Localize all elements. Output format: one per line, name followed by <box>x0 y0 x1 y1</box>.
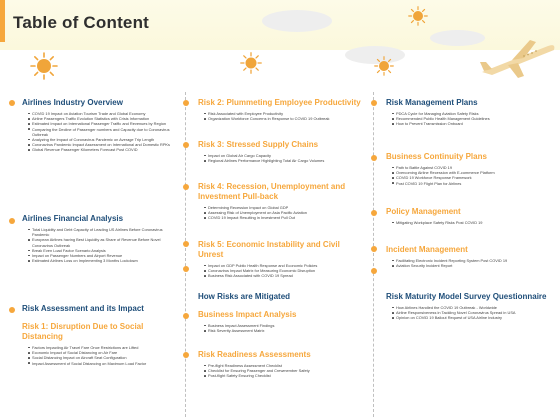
sun-icon <box>408 6 428 26</box>
sun-icon <box>30 52 58 80</box>
list-item[interactable]: Regional Airlines Performance Highlighting Total Air Cargo Volumes <box>204 158 366 163</box>
section-item-list <box>198 323 366 333</box>
toc-section-risk-4 <box>186 182 372 221</box>
section-title: Risk 3: Stressed Supply Chains <box>198 140 319 149</box>
airplane-icon <box>478 38 558 80</box>
toc-section-policy-management <box>374 207 560 225</box>
list-item[interactable]: PDCA Cycle for Managing Aviation Safety Risks <box>392 111 554 116</box>
section-item-list <box>22 227 180 263</box>
cloud-icon <box>430 30 485 46</box>
section-item-list <box>22 111 180 153</box>
list-item[interactable]: Risk Severity Assessment Matrix <box>204 328 366 333</box>
list-item[interactable]: Assessing Risk of Unemployment on Asia Pacific Aviation <box>204 210 366 215</box>
list-item[interactable]: Impact on Passenger Numbers and Airport Revenue <box>28 253 180 258</box>
list-item[interactable]: Economic Impact of Social Distancing on Air Fare <box>28 350 180 355</box>
list-item[interactable]: Organization Workforce Concerns in Response to COVID 19 Outbreak <box>204 116 366 121</box>
section-item-list <box>198 153 366 163</box>
page-title: Table of Content <box>13 13 150 32</box>
toc-section-how-risks-are-mitigated <box>186 292 372 305</box>
list-item[interactable]: Factors Impacting Air Travel Fare Once Restrictions are Lifted <box>28 345 180 350</box>
section-title: Risk 4: Recession, Unemployment and Investment Pull-back <box>198 182 346 201</box>
sun-icon <box>374 56 394 76</box>
toc-section-airlines-industry-overview <box>0 98 184 153</box>
section-title: Risk Management Plans <box>386 98 478 107</box>
list-item[interactable]: Pre-flight Readiness Assessment Checklist <box>204 363 366 368</box>
list-item[interactable]: Impact on Global Air Cargo Capacity <box>204 153 366 158</box>
list-item[interactable]: Recommended Public Health Management Guidelines <box>392 116 554 121</box>
section-title: How Risks are Mitigated <box>198 292 291 301</box>
section-title: Incident Management <box>386 245 468 254</box>
section-title: Airlines Financial Analysis <box>22 214 124 223</box>
section-title: Business Continuity Plans <box>386 152 487 161</box>
list-item[interactable]: Aviation Security Incident Report <box>392 263 554 268</box>
list-item[interactable]: Opinion on COVID 19 Bailout Request of USA Airline Industry <box>392 315 554 320</box>
section-title: Policy Management <box>386 207 461 216</box>
toc-section-risk-2 <box>186 98 372 121</box>
section-item-list <box>386 258 554 268</box>
list-item[interactable]: Analyzing the Impact of Coronavirus Pandemic on Average Trip Length <box>28 137 180 142</box>
list-item[interactable]: Coronavirus Impact Matrix for Measuring Economic Disruption <box>204 268 366 273</box>
list-item[interactable]: Global Revenue Passenger Kilometers Forecast Post COVID <box>28 147 180 152</box>
list-item[interactable]: Impact Assessment of Social Distancing on Maximum Load Factor <box>28 361 180 366</box>
list-item[interactable]: COVID 19 Workforce Response Framework <box>392 175 554 180</box>
list-item[interactable]: Checklist for Ensuring Passenger and Crewmember Safety <box>204 368 366 373</box>
list-item[interactable]: Mitigating Workplace Safety Risks Post COVID 19 <box>392 220 554 225</box>
toc-section-risk-readiness-assessments <box>186 350 372 379</box>
list-item[interactable]: Business Impact Assessment Findings <box>204 323 366 328</box>
section-item-list <box>198 205 366 221</box>
toc-column-3 <box>374 90 560 415</box>
section-item-list <box>386 305 554 321</box>
list-item[interactable]: Coronavirus Pandemic Impact Assessment on International and Domestic RPKs <box>28 142 180 147</box>
toc-section-business-continuity-plans <box>374 152 560 186</box>
section-title: Risk Maturity Model Survey Questionnaire <box>386 292 547 301</box>
list-item[interactable]: Facilitating Electronic Incident Reporting System Post COVID 19 <box>392 258 554 263</box>
toc-section-risk-3 <box>186 140 372 163</box>
toc-section-risk-management-plans <box>374 98 560 127</box>
list-item[interactable]: Airline Responsiveness in Tackling Novel Coronavirus Spread in USA <box>392 310 554 315</box>
section-item-list <box>22 345 180 366</box>
section-item-list <box>198 363 366 379</box>
section-title: Risk Assessment and its Impact <box>22 304 144 313</box>
list-item[interactable]: Business Risk Associated with COVID 19 Spread <box>204 273 366 278</box>
toc-section-airlines-financial-analysis <box>0 214 184 263</box>
cloud-icon <box>262 10 332 32</box>
toc-section-risk-assessment <box>0 304 184 317</box>
section-item-list <box>386 220 554 225</box>
list-item[interactable]: Impact on GDP Public Health Response and Economic Policies <box>204 263 366 268</box>
toc-column-2 <box>186 90 372 415</box>
sun-icon <box>240 52 262 74</box>
list-item[interactable]: Overcoming Airline Recession with E-commerce Platform <box>392 170 554 175</box>
toc-column-1 <box>0 90 184 415</box>
title-accent-bar <box>0 0 5 42</box>
list-item[interactable]: Path to Battle Against COVID 19 <box>392 165 554 170</box>
section-title: Risk 1: Disruption Due to Social Distancing <box>22 322 144 341</box>
list-item[interactable]: Estimated Airlines Loss on Implementing 3 Months Lockdown <box>28 258 180 263</box>
section-item-list <box>386 111 554 127</box>
toc-section-risk-5 <box>186 240 372 279</box>
section-item-list <box>386 165 554 186</box>
list-item[interactable]: Estimated Impact on International Passenger Traffic and Revenues by Region <box>28 121 180 126</box>
list-item[interactable]: COVID 19 Impact on Aviation Tourism Trade and Global Economy <box>28 111 180 116</box>
list-item[interactable]: Determining Recession Impact on Global GDP <box>204 205 366 210</box>
list-item[interactable]: Comparing the Decline of Passenger numbers and Capacity due to Coronavirus Outbreak <box>28 127 180 137</box>
section-item-list <box>198 263 366 279</box>
list-item[interactable]: Break Even Load Factor Scenario Analysis <box>28 248 180 253</box>
list-item[interactable]: How to Prevent Transmission Onboard <box>392 121 554 126</box>
list-item[interactable]: How Airlines Handled the COVID 19 Outbreak - Worldwide <box>392 305 554 310</box>
list-item[interactable]: Risk Associated with Employee Productivity <box>204 111 366 116</box>
list-item[interactable]: Post-flight Safety Ensuring Checklist <box>204 373 366 378</box>
section-title: Risk Readiness Assessments <box>198 350 311 359</box>
list-item[interactable]: COVID 19 Impact Resulting in Investment Pull Out <box>204 215 366 220</box>
section-title: Airlines Industry Overview <box>22 98 123 107</box>
list-item[interactable]: European Airlines having Best Liquidity as Share of Revenue Before Novel Coronavirus Outbreak <box>28 237 180 247</box>
list-item[interactable]: Social Distancing Impact on Aircraft Seat Configuration <box>28 355 180 360</box>
list-item[interactable]: Post COVID 19 Flight Plan for Airlines <box>392 181 554 186</box>
list-item[interactable]: Airline Passengers Traffic Evolution Statistics with Crisis Information <box>28 116 180 121</box>
list-item[interactable]: Total Liquidity and Debt Capacity of Leading US Airlines Before Coronavirus Pandemic <box>28 227 180 237</box>
section-title: Business Impact Analysis <box>198 310 297 319</box>
section-item-list <box>198 111 366 121</box>
toc-section-risk-maturity-model <box>374 292 560 321</box>
toc-section-incident-management <box>374 245 560 268</box>
toc-section-risk-1 <box>0 322 184 366</box>
section-title: Risk 2: Plummeting Employee Productivity <box>198 98 361 107</box>
toc-section-business-impact-analysis <box>186 310 372 333</box>
section-title: Risk 5: Economic Instability and Civil Unrest <box>198 240 340 259</box>
